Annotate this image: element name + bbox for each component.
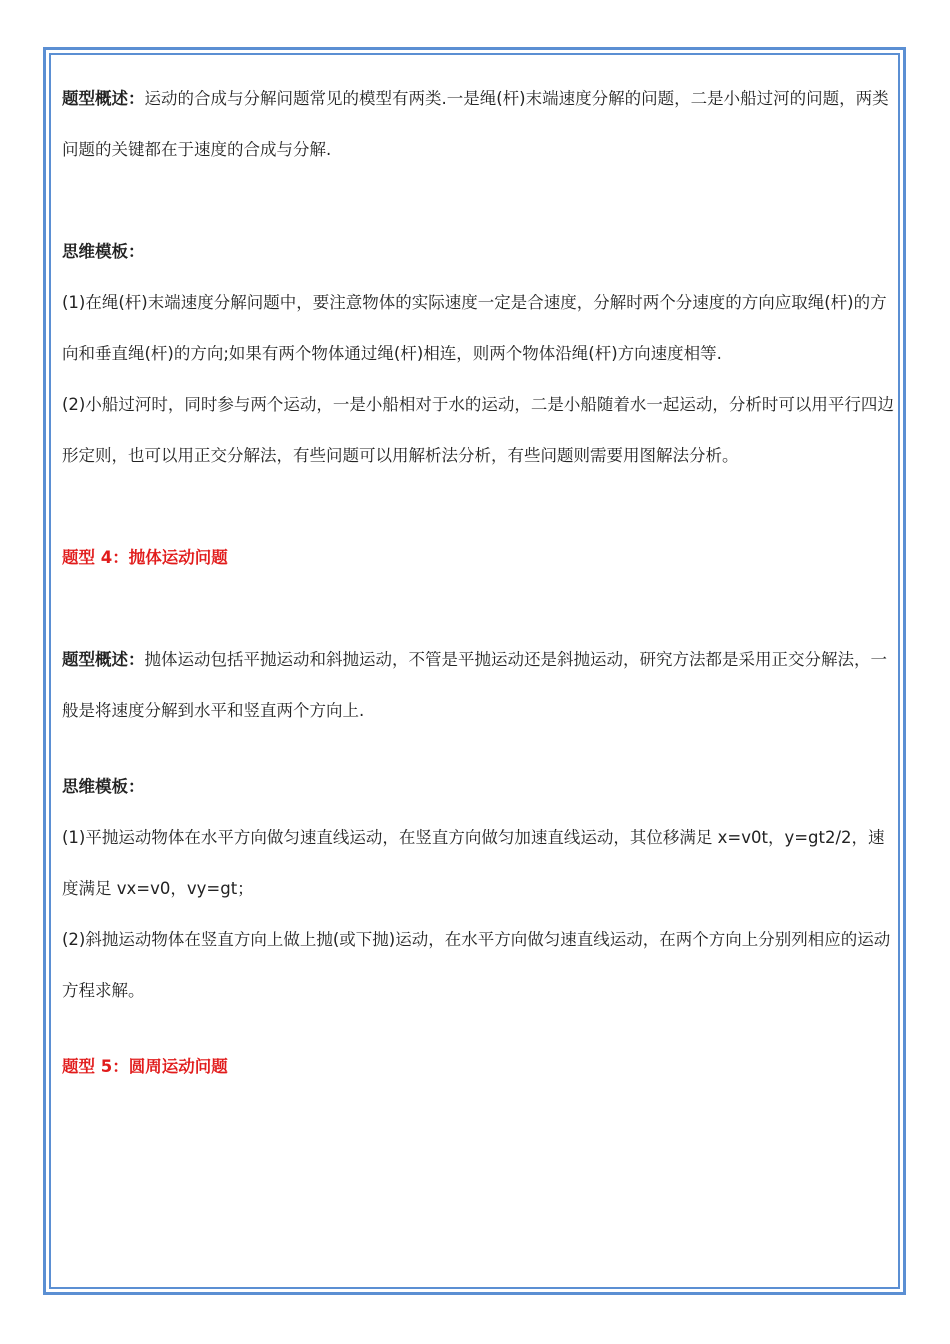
spacer: [62, 481, 894, 532]
section4-point2: (2)斜抛运动物体在竖直方向上做上抛(或下抛)运动，在水平方向做匀速直线运动，在两个方向上分别列相应的运动方程求解。: [62, 930, 891, 1000]
section4-point1: (1)平抛运动物体在水平方向做匀速直线运动，在竖直方向做匀加速直线运动，其位移满足 x=v0t，y=gt2/2，速度满足 vx=v0，vy=gt；: [62, 828, 885, 898]
section3-template-label: 思维模板：: [62, 242, 145, 261]
section3-overview: [62, 73, 894, 175]
document-body: [62, 73, 894, 1092]
page-border-outer: [43, 47, 906, 1295]
spacer: [62, 736, 894, 761]
section4-overview: [62, 634, 894, 736]
section5-heading: 题型 5：圆周运动问题: [62, 1057, 228, 1076]
spacer: [62, 1016, 894, 1041]
page-border-inner: [49, 53, 900, 1289]
overview-text: 抛体运动包括平抛运动和斜抛运动，不管是平抛运动还是斜抛运动，研究方法都是采用正交分解法，一般是将速度分解到水平和竖直两个方向上.: [62, 650, 887, 720]
section4-template-label: 思维模板：: [62, 777, 145, 796]
overview-label: 题型概述：: [62, 650, 145, 669]
overview-label: 题型概述：: [62, 89, 145, 108]
spacer: [62, 175, 894, 226]
overview-text: 运动的合成与分解问题常见的模型有两类.一是绳(杆)末端速度分解的问题，二是小船过河的问题，两类问题的关键都在于速度的合成与分解.: [62, 89, 889, 159]
section3-point1: (1)在绳(杆)末端速度分解问题中，要注意物体的实际速度一定是合速度，分解时两个分速度的方向应取绳(杆)的方向和垂直绳(杆)的方向;如果有两个物体通过绳(杆)相连，则两个物体沿绳(杆)方向速度相等.: [62, 293, 887, 363]
spacer: [62, 583, 894, 634]
section3-point2: (2)小船过河时，同时参与两个运动，一是小船相对于水的运动，二是小船随着水一起运动，分析时可以用平行四边形定则，也可以用正交分解法，有些问题可以用解析法分析，有些问题则需要用图解法分析。: [62, 395, 894, 465]
section4-heading: 题型 4：抛体运动问题: [62, 548, 228, 567]
